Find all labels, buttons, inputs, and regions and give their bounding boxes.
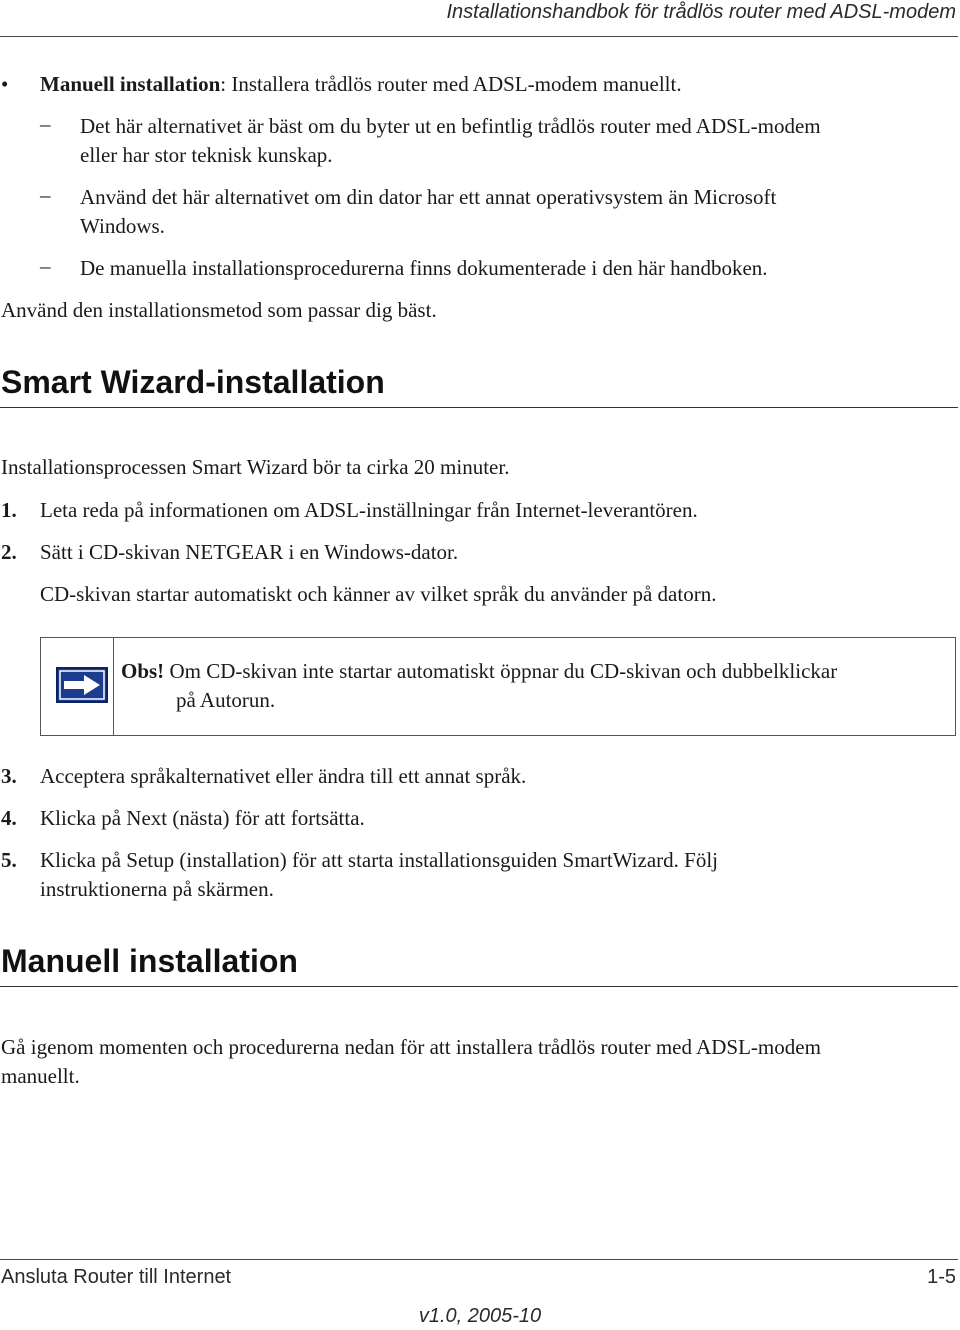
section-rule [0, 986, 958, 987]
step-3-text: Acceptera språkalternativet eller ändra till ett annat språk. [40, 764, 527, 788]
step-5-line-1: Klicka på Setup (installation) för att starta installationsguiden SmartWizard. Följ [40, 848, 718, 872]
note-label: Obs! [121, 659, 165, 683]
step-number: 5. [1, 848, 17, 872]
step-number: 3. [1, 764, 17, 788]
step-1-text: Leta reda på informationen om ADSL-inställningar från Internet-leverantören. [40, 498, 698, 522]
dash-item-1-line-1: Det här alternativet är bäst om du byter ut en befintlig trådlös router med ADSL-modem [80, 114, 821, 138]
running-header: Installationshandbok för trådlös router med ADSL-modem [446, 1, 956, 23]
note-line-2: på Autorun. [176, 688, 276, 712]
step-number: 1. [1, 498, 17, 522]
dash-glyph: – [40, 254, 51, 278]
step-number: 2. [1, 540, 17, 564]
dash-item-2-line-1: Använd det här alternativet om din dator har ett annat operativsystem än Microsoft [80, 185, 777, 209]
dash-item-3-line-1: De manuella installationsprocedurerna finns dokumenterade i den här handboken. [80, 256, 768, 280]
note-text [121, 657, 837, 686]
section-heading-smart-wizard: Smart Wizard-installation [1, 364, 385, 400]
note-box [40, 637, 956, 736]
manual-paragraph-line-1: Gå igenom momenten och procedurerna nedan för att installera trådlös router med ADSL-modem [1, 1035, 821, 1059]
footer-page-number: 1-5 [927, 1266, 956, 1288]
dash-item-1-line-2: eller har stor teknisk kunskap. [80, 143, 333, 167]
bullet-bold-term: Manuell installation [40, 72, 221, 96]
footer-rule [0, 1259, 958, 1260]
note-divider [113, 638, 114, 735]
dash-item-2-line-2: Windows. [80, 214, 165, 238]
smart-wizard-intro: Installationsprocessen Smart Wizard bör ta cirka 20 minuter. [1, 455, 510, 479]
section-rule [0, 407, 958, 408]
step-number: 4. [1, 806, 17, 830]
footer-version: v1.0, 2005-10 [418, 1305, 542, 1327]
step-4-text: Klicka på Next (nästa) för att fortsätta. [40, 806, 365, 830]
header-rule [0, 36, 958, 37]
note-line-1: Om CD-skivan inte startar automatiskt öppnar du CD-skivan och dubbelklickar [164, 659, 838, 683]
bullet-text: : Installera trådlös router med ADSL-modem manuellt. [220, 72, 682, 96]
bullet-item [40, 70, 682, 99]
section-heading-manual: Manuell installation [1, 943, 298, 979]
dash-glyph: – [40, 112, 51, 136]
bullet-glyph: • [1, 72, 9, 96]
footer-chapter: Ansluta Router till Internet [1, 1266, 232, 1288]
arrow-right-icon [56, 667, 108, 703]
closing-paragraph: Använd den installationsmetod som passar dig bäst. [1, 298, 437, 322]
manual-paragraph-line-2: manuellt. [1, 1064, 80, 1088]
dash-glyph: – [40, 183, 51, 207]
step-5-line-2: instruktionerna på skärmen. [40, 877, 274, 901]
step-2-followup: CD-skivan startar automatiskt och känner av vilket språk du använder på datorn. [40, 582, 717, 606]
step-2-text: Sätt i CD-skivan NETGEAR i en Windows-dator. [40, 540, 459, 564]
